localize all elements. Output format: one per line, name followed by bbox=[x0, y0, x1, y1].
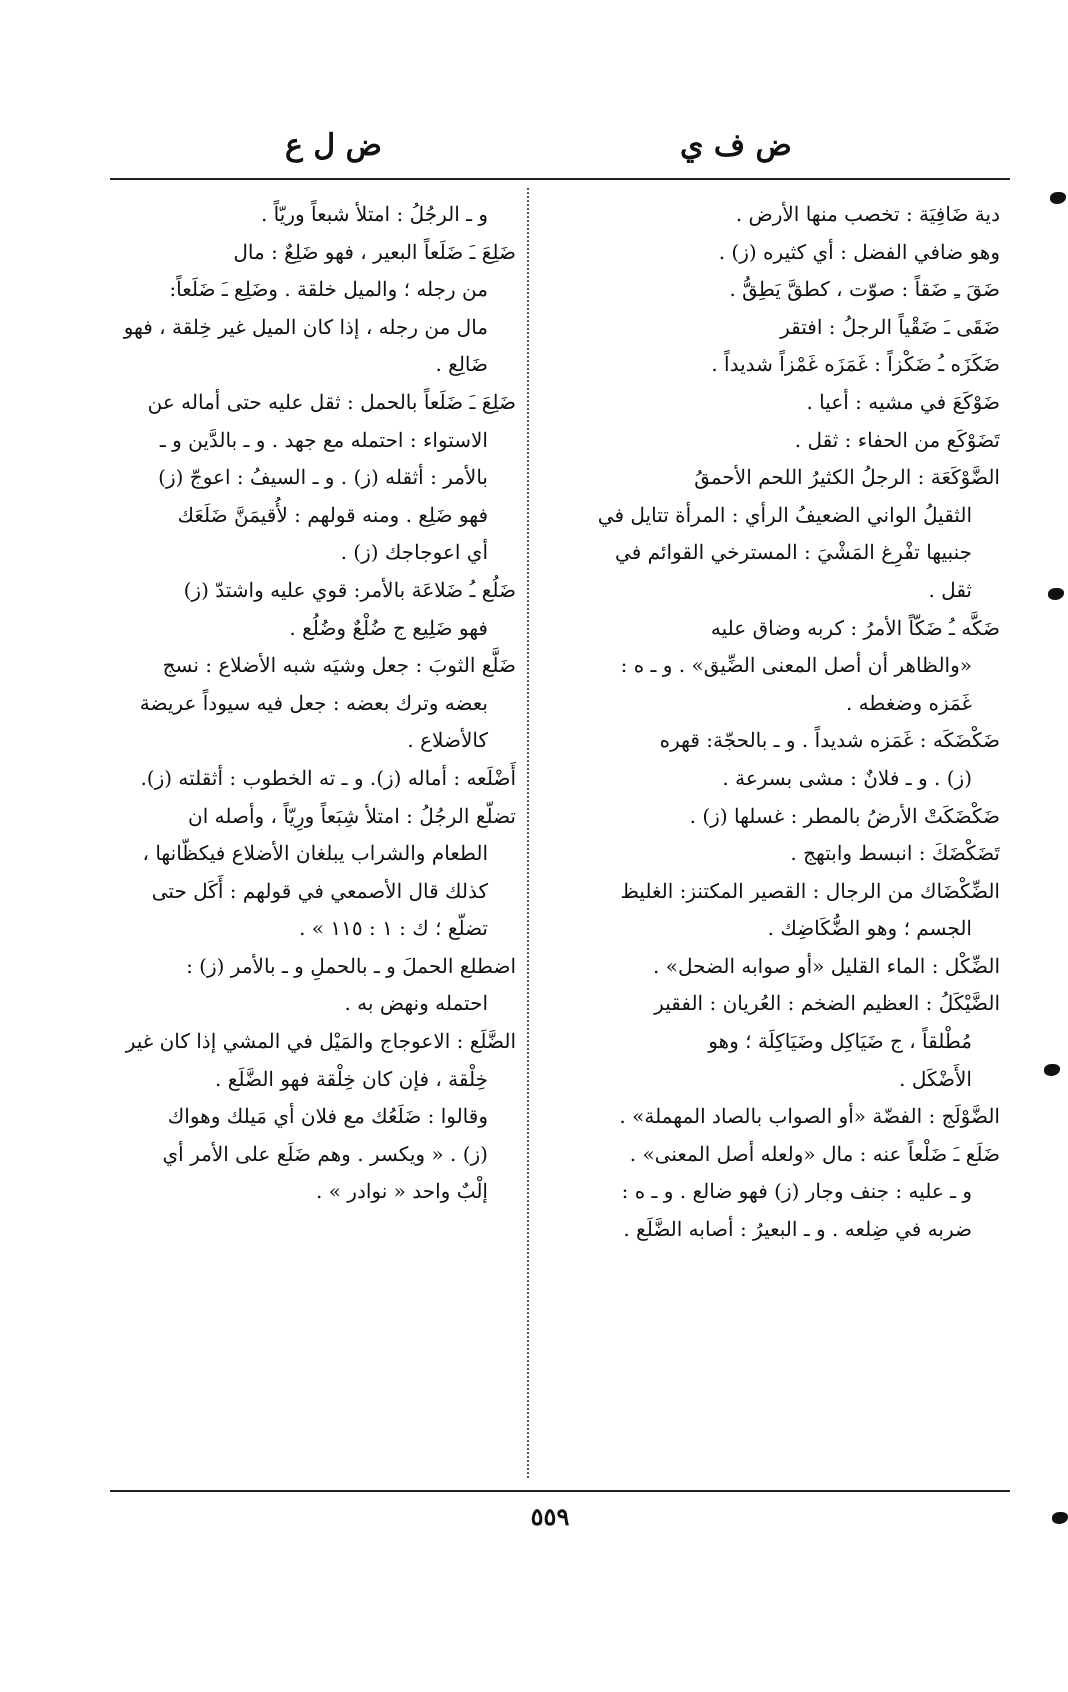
entry-line: الضَّيْكَلُ : العظيم الضخم : العُريان : الفقير bbox=[654, 991, 1000, 1016]
entry-line: ضَقَ ـِ ضَقاً : صوّت ، كطقَّ يَطِقُّ . bbox=[729, 277, 1000, 302]
entry-line: الضِّكْضَاك من الرجال : القصير المكتنز: الغليظ bbox=[620, 878, 1000, 903]
header-left-title: ض ل ع bbox=[285, 128, 382, 163]
left-column bbox=[88, 196, 516, 1211]
entry-line: كالأضلاع . bbox=[407, 728, 488, 753]
entry-line: ضَكْضَكَتْ الأرضُ بالمطر : غسلها (ز) . bbox=[689, 803, 1000, 828]
entry-line: الطعام والشراب يبلغان الأضلاع فيكظّانها ، bbox=[142, 841, 488, 866]
right-column bbox=[552, 196, 1000, 1249]
entry-line: بالأمر : أثقله (ز) . و ـ السيفُ : اعوجّ (ز) bbox=[158, 465, 488, 490]
entry-line: خِلْقة ، فإن كان خِلْقة فهو الضَّلَع . bbox=[215, 1066, 488, 1091]
entry-line: احتمله ونهض به . bbox=[344, 991, 488, 1016]
entry-line: ضَوْكَعَ في مشيه : أعيا . bbox=[806, 389, 1000, 414]
entry-line: دية ضَافِيَة : تخصب منها الأرض . bbox=[735, 202, 1000, 226]
top-rule bbox=[110, 178, 1010, 180]
entry-line: ضَكْضَكَه : غَمَزه شديداً . و ـ بالحجّة: قهره bbox=[659, 728, 1000, 753]
entry-line: (ز) . و ـ فلانٌ : مشى بسرعة . bbox=[722, 765, 972, 790]
entry-line: ضَلِعَ ـَ ضَلَعاً بالحمل : ثقل عليه حتى أماله عن bbox=[147, 389, 516, 414]
entry-line: ضربه في ضِلعه . و ـ البعيرُ : أصابه الضَّلَع . bbox=[623, 1217, 972, 1242]
entry-line: تضلّع الرجُلُ : امتلأ شِبَعاً ورِيّاً ، وأصله ان bbox=[188, 803, 516, 828]
entry-line: أَضْلَعه : أماله (ز). و ـ ته الخطوب : أثقلته (ز). bbox=[140, 765, 516, 790]
margin-mark bbox=[1050, 192, 1066, 204]
entry-line: ثقل . bbox=[928, 577, 972, 602]
bottom-rule bbox=[110, 1490, 1010, 1492]
entry-line: فهو ضَلِيع ج ضُلْعٌ وضُلُع . bbox=[289, 615, 488, 640]
entry-line: الضِّكْل : الماء القليل «أو صوابه الضحل» . bbox=[653, 953, 1000, 978]
entry-line: غَمَزه وضغطه . bbox=[845, 690, 972, 715]
entry-line: الضَّوْلَج : الفضّة «أو الصواب بالصاد المهملة» . bbox=[619, 1104, 1000, 1129]
entry-line: ضَلَع ـَ ضَلْعاً عنه : مال «ولعله أصل المعنى» . bbox=[629, 1141, 1000, 1166]
entry-line: ضَلَّع الثوبَ : جعل وشيَه شبه الأضلاع : نسج bbox=[162, 653, 516, 678]
entry-line: مال من رجله ، إذا كان الميل غير خِلقة ، فهو bbox=[123, 314, 488, 339]
entry-line: الضَّلَع : الاعوجاج والمَيْل في المشي إذا كان غير bbox=[125, 1029, 516, 1054]
margin-mark bbox=[1044, 1064, 1060, 1076]
entry-line: الثقيلُ الواني الضعيفُ الرأي : المرأة تتايل في bbox=[597, 502, 972, 527]
entry-line: مُطْلقاً ، ج ضَيَاكِل وضَيَاكِلَة ؛ وهو bbox=[708, 1029, 972, 1054]
entry-line: بعضه وترك بعضه : جعل فيه سيوداً عريضة bbox=[139, 690, 488, 715]
entry-line: ضَالِع . bbox=[435, 352, 488, 377]
entry-line: ضَلُع ـُ ضَلاعَة بالأمر: قوي عليه واشتدّ (ز) bbox=[183, 577, 516, 602]
entry-line: ضَكَّه ـُ ضَكّاً الأمرُ : كربه وضاق عليه bbox=[710, 615, 1000, 640]
entry-line: ضَقَى ـَ ضَقْياً الرجلُ : افتقر bbox=[780, 314, 1000, 339]
entry-line: جنبيها تفْرِغ المَشْيَ : المسترخي القوائم في bbox=[615, 540, 972, 565]
entry-line: فهو ضَلِع . ومنه قولهم : لأُقيمَنَّ ضَلَعَك bbox=[177, 502, 488, 527]
entry-line: ضَلِعَ ـَ ضَلَعاً البعير ، فهو ضَلِعٌ : مال bbox=[233, 239, 516, 264]
entry-line: أي اعوجاجك (ز) . bbox=[340, 540, 488, 565]
entry-line: «والظاهر أن أصل المعنى الضِّيق» . و ـ ه : bbox=[620, 653, 972, 678]
header-right-title: ض ف ي bbox=[680, 128, 792, 163]
entry-line: الأَضْكَل . bbox=[899, 1066, 972, 1091]
entry-line: تَضَوْكَع من الحفاء : ثقل . bbox=[794, 427, 1000, 452]
entry-line: اضطلع الحملَ و ـ بالحملِ و ـ بالأمر (ز) : bbox=[186, 953, 516, 978]
entry-line: من رجله ؛ والميل خلقة . وضَلِع ـَ ضَلَعاً: bbox=[169, 277, 488, 302]
entry-line: و ـ عليه : جنف وجار (ز) فهو ضالع . و ـ ه : bbox=[621, 1179, 972, 1204]
entry-line: ضَكَزَه ـُ ضَكْزاً : غَمَزَه غَمْزاً شديداً . bbox=[711, 352, 1000, 377]
entry-line: و ـ الرجُلُ : امتلأ شبعاً وريّاً . bbox=[260, 202, 488, 226]
entry-line: (ز) . « ويكسر . وهم ضَلَع على الأمر أي bbox=[162, 1141, 488, 1166]
entry-line: وقالوا : ضَلَعُك مع فلان أي مَيلك وهواك bbox=[167, 1104, 488, 1129]
page-number: ٥٥٩ bbox=[530, 1502, 570, 1531]
entry-line: وهو ضافي الفضل : أي كثيره (ز) . bbox=[718, 239, 1000, 264]
column-divider bbox=[527, 188, 529, 1478]
entry-line: كذلك قال الأصمعي في قولهم : أَكَل حتى bbox=[151, 878, 488, 903]
margin-mark bbox=[1048, 588, 1064, 600]
entry-line: تَضَكْضَكَ : انبسط وابتهج . bbox=[790, 841, 1000, 866]
entry-line: تضلّع ؛ ك : ١ : ١١٥ » . bbox=[299, 916, 488, 941]
margin-mark bbox=[1052, 1512, 1068, 1524]
entry-line: إلْبٌ واحد « نوادر » . bbox=[315, 1179, 488, 1204]
entry-line: الضَّوْكَعَة : الرجلُ الكثيرُ اللحم الأحمقُ bbox=[694, 465, 1000, 490]
entry-line: الاستواء : احتمله مع جهد . و ـ بالدَّين و ـ bbox=[159, 427, 488, 452]
entry-line: الجسم ؛ وهو الضُّكَاضِك . bbox=[767, 916, 972, 941]
